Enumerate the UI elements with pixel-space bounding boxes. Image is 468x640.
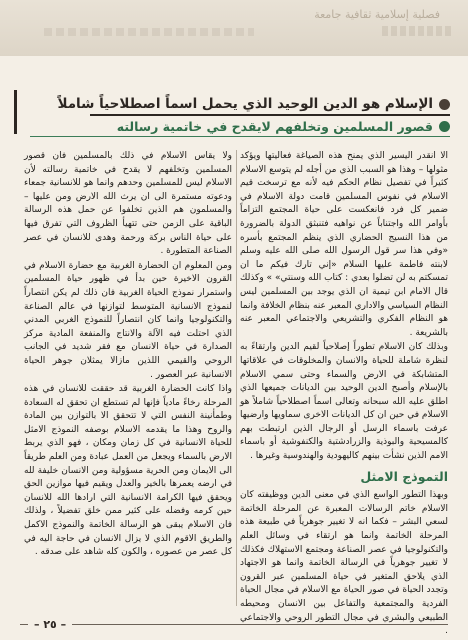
bullet-dot-icon (439, 121, 450, 132)
page-footer (20, 618, 448, 631)
headline-row-1 (24, 96, 450, 112)
masthead-faded-title: فصلية إسلامية ثقافية جامعة (314, 8, 440, 21)
headline-side-bar (14, 90, 17, 134)
section-subheading: التموذج الامثل (360, 468, 448, 484)
masthead-strip (0, 0, 468, 56)
masthead-faded-rule (44, 28, 254, 36)
article-column-right (240, 150, 448, 640)
headline-secondary: قصور المسلمين وتخلفهم لايقدح في خاتمية رسالته (116, 119, 433, 134)
footer-rule (20, 624, 28, 625)
paragraph: واذا كانت الحضارة الغربية قد حققت للانسان في هذه المرحلة رخاءً مادياً فإنها لم تستطع ان تحقق له السعادة وطمأنينة النفس التي لا تتحقق الا بالتوازن بين المادة والروح وهذا ما يقدمه الاسلام بوصفه النموذج الامثل للحياة الانسانية في كل زمان ومكان ، فهو الذي يربط الارض بالسماء ويجعل من العمل عبادة ومن العلم طريقاً الى الايمان ومن الحرية مسؤولية ومن الانسان خليفة لله في ارضه يعمرها بالخير والعدل ويقيم فيها موازين الحق ويحقق فيها الكرامة الانسانية التي ارادها الله للانسان حين كرمه وفضله على كثير ممن خلق تفضيلاً ، ولذلك فان الاسلام يبقى هو الرسالة الخاتمة والنموذج الاكمل والطريق الاقوم الذي لا يزال الانسان في حاجة اليه في كل عصر من عصوره ، والكون كله شاهد على صدقه . (24, 384, 232, 558)
headline-row-2 (24, 119, 450, 134)
headline-rule-2 (30, 136, 450, 137)
paragraph: ولا يقاس الاسلام في ذلك بالمسلمين فان قصور المسلمين وتخلفهم لا يقدح في خاتمية رسالته لأن الاسلام ليس للمسلمين وحدهم وانما هو للانسانية جمعاء ودعوته مستمرة الى ان يرث الله الارض ومن عليها – والمسلمون هم الذين تخلفوا عن حمل هذه الرسالة الباقية على الزمن حتى تتهيأ الظروف التي تفرق فيها على حياة الناس بركة ورحمة وهدى للانسان في عصر الصناعة المتطورة . (24, 151, 232, 257)
article-column-left (24, 150, 232, 561)
masthead-faded-mark (382, 26, 452, 36)
paragraph: ومن المعلوم ان الحضارة الغربية مع حضارة الاسلام في القرون الاخيرة حين بدأ في ظهور حياة المسلمين واستمرار نموذج الحياة الغربية فان ذلك لم يكن انتصاراً لنموذج الانسانية المتوسط لتوازنها في عالم الصناعة والتكنولوجيا وانما كان انتصاراً للنموذج الغربي المدني الذي احتلت فيه الآلة والانتاج والمنفعة المادية مركز الصدارة في حياة الانسان مع فقر شديد في الجانب الروحي والقيمي اللذين مازالا يمثلان جوهر الحياة الانسانية عبر العصور . (24, 260, 232, 380)
paragraph: الا انقدر اليسير الذي يمنح هذه الصياغة فعاليتها ويؤكد مثولها – وهذا هو السبب الذي من أجله لم يتوسع الاسلام كثيراً في تفصيل نظام الحكم فيه لأنه مع ترسخت قيم الاسلام في نفوس المسلمين قامت دولة الاسلام في ضمير كل فرد فانعكست على حياة المجتمع التزاماً بأوامر الله واجتناباً عن نواهيه فتنبثق الدولة بالضرورة من هذا النسيج الحضاري الذي ينظم المجتمع بأسره «وفي هذا سر قول الرسول الله صلى الله عليه وسلم لابنته فاطمة عليها السلام «إني تارك فيكم ما ان تمسكتم به لن تضلوا بعدي : كتاب الله وسنتي» » وكذلك قال الامام ابن تيمية ان الذي يوجد بين المسلمين ليس النظام السياسي والاداري المعبر عنه بنظام الخلافة وانما هو النظام الفكري والتشريعي والاجتماعي المعبر عنه بالشريعة . (240, 151, 448, 338)
headline-rule-1 (90, 114, 450, 116)
paragraph: وبذلك كان الاسلام تطوراً إصلاحياً لقيم الدين وارتقاءً به لنظرة شاملة للحياة والانسان والمخلوقات في علاقاتها المتشابكة في الارض والسماء وحتى سمي الاسلام بالإسلام وأصبح الدين الوحيد بين الديانات جميعها الذي اطلق عليه الله سبحانه وتعالى اسماً اصطلاحياً شاملاً هو الاسلام في حين ان كل الديانات الاخرى سماويها وارضيها عرفت باسماء الرسل أو الرجال الذين ارتبطت بهم كالمسيحية والبوذية والزرادشتية والكنفوشية أو باسماء الامم الذين نشأت بينهم كاليهودية والهندوسية وغيرها . (240, 342, 448, 462)
bullet-dot-icon (439, 99, 450, 110)
headline-primary: الإسلام هو الدين الوحيد الذي يحمل اسماً اصطلاحياً شاملاً (57, 96, 433, 112)
paragraph: وبهذا التطور الواسع الذي في معنى الدين ووظيفته كان الاسلام خاتم الرسالات المعبرة عن المرحلة الخاتمة لسعي البشر – فكما انه لا تغيير جوهرياً في طبيعة هذه المرحلة الخاتمة وانما هو ارتقاء في وسائل العلم والتكنولوجيا في عصر الصناعة ومجتمع الاستهلاك فكذلك لا تغيير جوهرياً في الرسالة الخاتمة وانما هو الاجتهاد الذي يلاحق المتغير في حياة المسلمين عبر القرون وتجدد الحياة في صور الحياة مع الاسلام في مجال الحياة الفردية والمجتمعية والتفاعل بين الانسان ومحيطه الطبيعي والبشري في مجال التطور الروحي والاجتماعي . (240, 490, 448, 637)
page-number: – ٢٥ – (34, 618, 67, 631)
column-divider (236, 150, 237, 606)
footer-rule (72, 624, 448, 625)
